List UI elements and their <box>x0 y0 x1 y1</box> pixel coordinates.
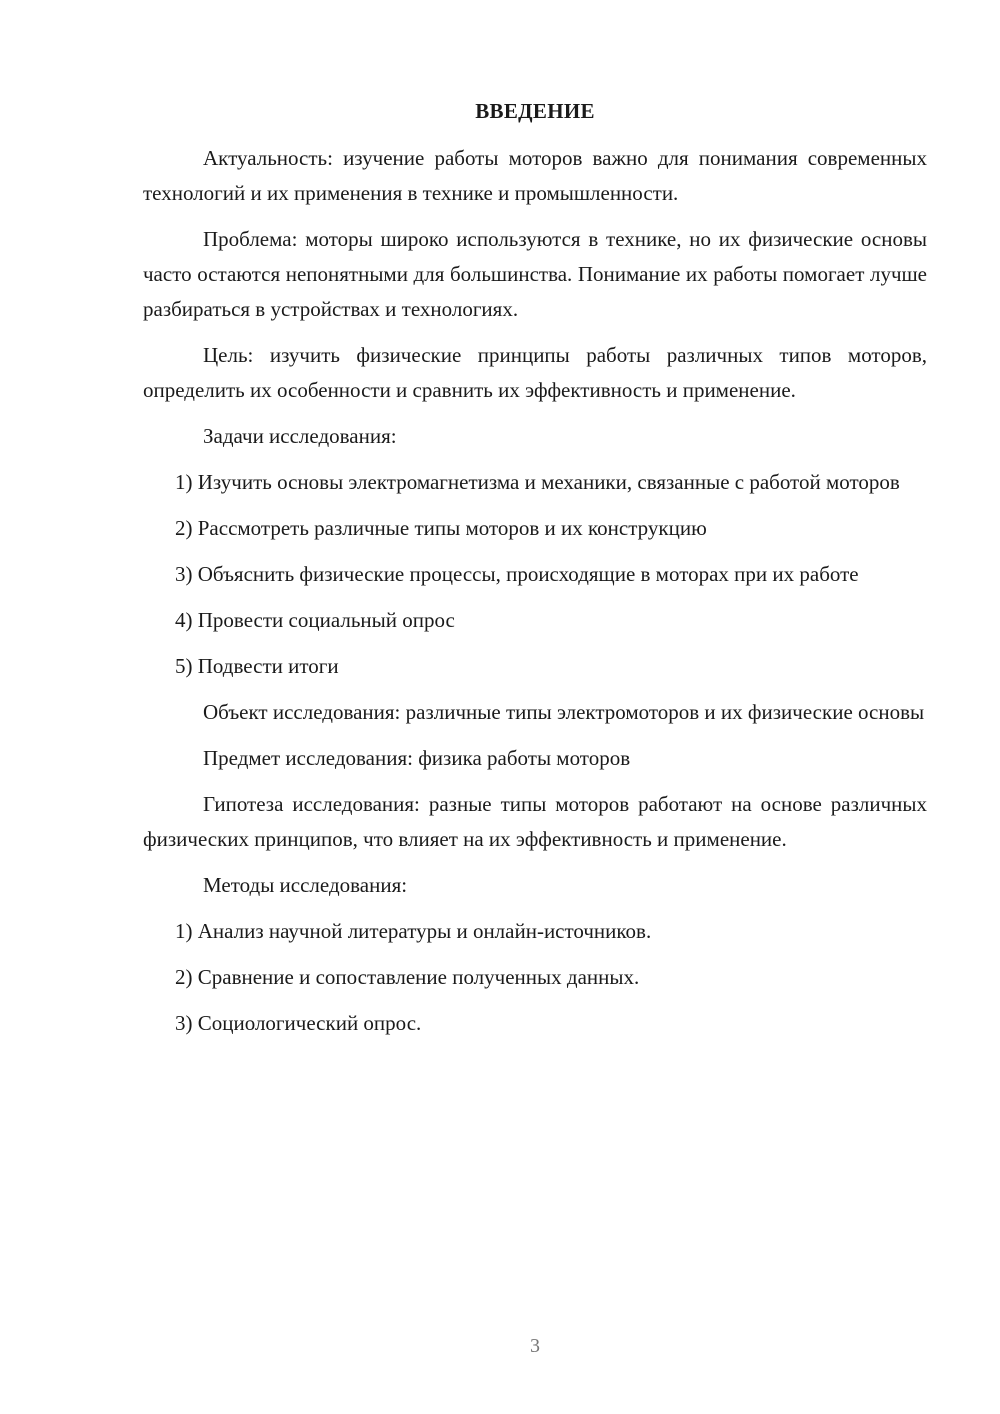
document-page <box>143 0 927 1414</box>
list-item-task-3: 3) Объяснить физические процессы, происходящие в моторах при их работе <box>175 562 859 586</box>
list-item-task-2: 2) Рассмотреть различные типы моторов и их конструкцию <box>175 516 707 540</box>
list-item-task-5: 5) Подвести итоги <box>175 654 339 678</box>
paragraph-tasks-heading: Задачи исследования: <box>203 424 397 448</box>
paragraph-methods-heading: Методы исследования: <box>203 873 408 897</box>
list-item-method-1: 1) Анализ научной литературы и онлайн-источников. <box>175 919 652 943</box>
list-item-method-2: 2) Сравнение и сопоставление полученных данных. <box>175 965 640 989</box>
list-item-task-1: 1) Изучить основы электромагнетизма и механики, связанные с работой моторов <box>175 470 900 494</box>
list-item-method-3: 3) Социологический опрос. <box>175 1011 422 1035</box>
paragraph-relevance: Актуальность: изучение работы моторов важно для понимания современных технологий и их применения в технике и промышленности. <box>143 146 927 205</box>
paragraph-goal: Цель: изучить физические принципы работы различных типов моторов, определить их особенности и сравнить их эффективность и применение. <box>143 343 927 402</box>
document-body <box>143 141 927 1052</box>
paragraph-object: Объект исследования: различные типы электромоторов и их физические основы <box>203 700 925 724</box>
page-number: 3 <box>530 1335 540 1357</box>
section-title: ВВЕДЕНИЕ <box>475 99 595 123</box>
paragraph-problem: Проблема: моторы широко используются в технике, но их физические основы часто остаются непонятными для большинства. Понимание их работы помогает лучше разбираться в устройствах и технологиях. <box>143 227 927 321</box>
list-item-task-4: 4) Провести социальный опрос <box>175 608 455 632</box>
paragraph-hypothesis: Гипотеза исследования: разные типы моторов работают на основе различных физических принципов, что влияет на их эффективность и применение. <box>143 792 927 851</box>
paragraph-subject: Предмет исследования: физика работы моторов <box>203 746 631 770</box>
